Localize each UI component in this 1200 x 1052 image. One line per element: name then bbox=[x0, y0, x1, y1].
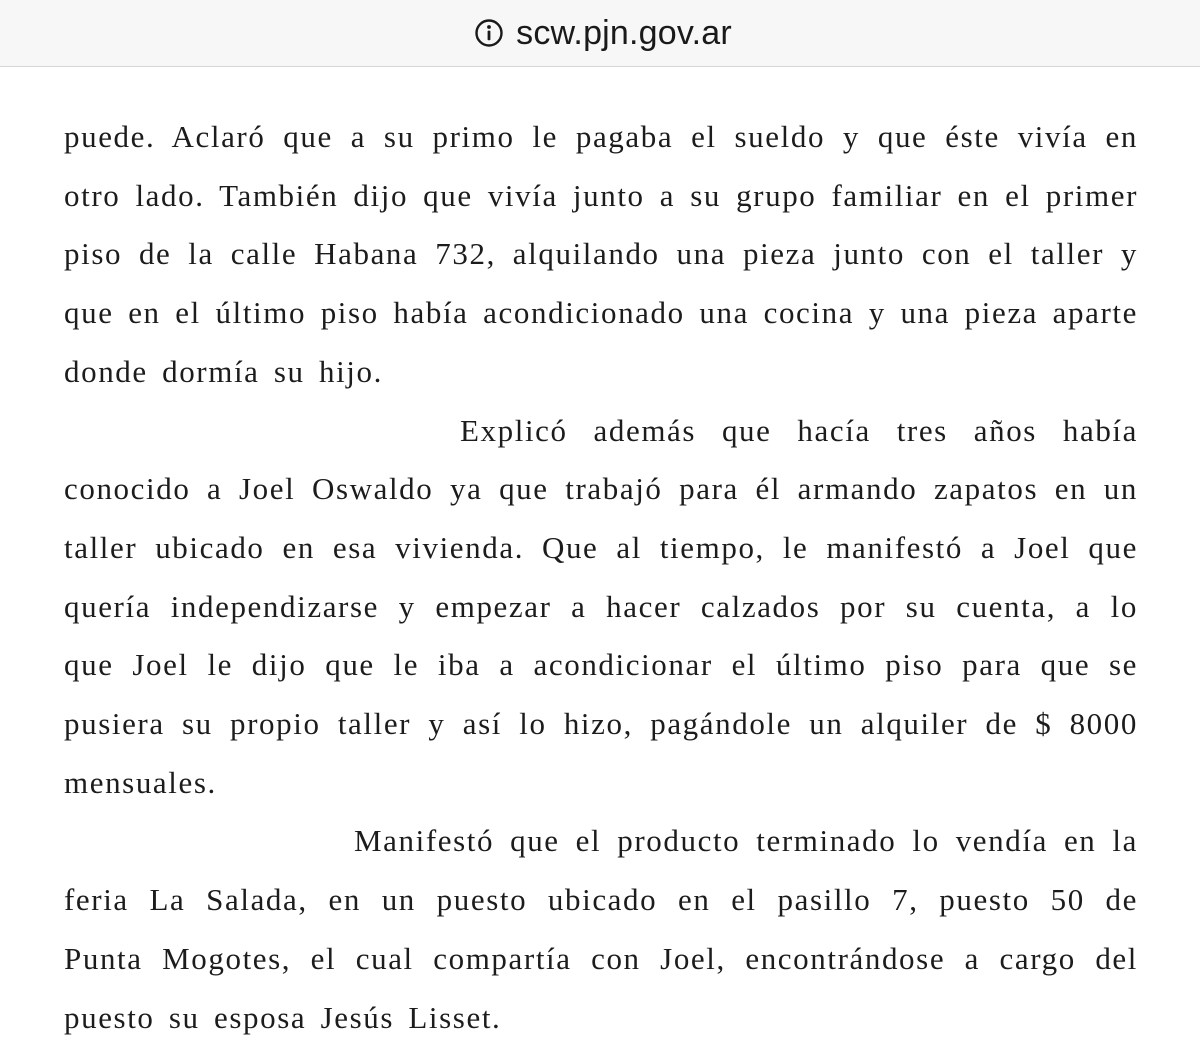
address-bar[interactable] bbox=[0, 0, 1200, 67]
url-text[interactable]: scw.pjn.gov.ar bbox=[516, 13, 732, 52]
info-circle-icon[interactable] bbox=[474, 18, 504, 48]
paragraph: puede. Aclaró que a su primo le pagaba el sueldo y que éste vivía en otro lado. También dijo que vivía junto a su grupo familiar en el primer piso de la calle Habana 732, alquilando una pieza junto con el taller y que en el último piso había acondicionado una cocina y una pieza aparte donde dormía su hijo. bbox=[64, 119, 1138, 389]
address-bar-content[interactable] bbox=[474, 14, 732, 53]
document-body bbox=[64, 108, 1138, 1047]
paragraph: Explicó además que hacía tres años había conocido a Joel Oswaldo ya que trabajó para él armando zapatos en un taller ubicado en esa vivienda. Que al tiempo, le manifestó a Joel que quería independizarse y empezar a hacer calzados por su cuenta, a lo que Joel le dijo que le iba a acondicionar el último piso para que se pusiera su propio taller y así lo hizo, pagándole un alquiler de $ 8000 mensuales. bbox=[64, 412, 1138, 800]
paragraph: Manifestó que el producto terminado lo vendía en la feria La Salada, en un puesto ubicado en el pasillo 7, puesto 50 de Punta Mogotes, el cual compartía con Joel, encontrándose a cargo del puesto su esposa Jesús Lisset. bbox=[64, 823, 1138, 1035]
